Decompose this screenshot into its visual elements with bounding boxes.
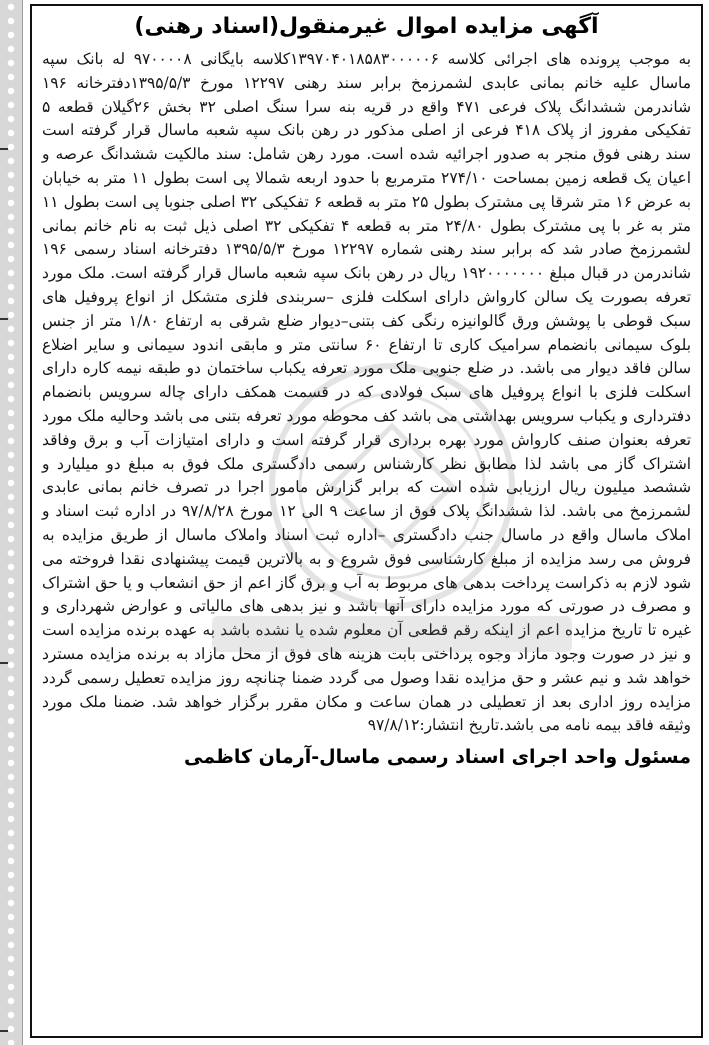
margin-tick bbox=[0, 1030, 8, 1032]
perforated-margin-strip bbox=[0, 0, 23, 1045]
margin-tick bbox=[0, 318, 8, 320]
notice-frame bbox=[30, 4, 703, 1038]
notice-signature: مسئول واحد اجرای اسناد رسمی ماسال-آرمان کاظمی bbox=[184, 746, 691, 769]
margin-tick bbox=[0, 662, 8, 664]
notice-paragraph: به موجب پرونده های اجرائی کلاسه ۱۳۹۷۰۴۰۱۸۵۸۳۰۰۰۰۰۶کلاسه بایگانی ۹۷۰۰۰۰۸ له بانک سپه ماسال علیه خانم بمانی عابدی لشمرزمخ برابر سند رهنی ۱۲۲۹۷ مورخ ۱۳۹۵/۵/۳دفترخانه ۱۹۶ شاندرمن ششدانگ پلاک فرعی ۴۷۱ واقع در قریه بنه سرا سنگ اصلی ۳۲ بخش ۲۶گیلان قطعه ۵ تفکیکی مفروز از پلاک ۴۱۸ فرعی از اصلی مذکور در رهن بانک سپه شعبه ماسال قرار گرفته است سند رهنی فوق منجر به صدور اجرائیه شده است. مورد رهن شامل: سند مالکیت ششدانگ عرصه و اعیان یک قطعه زمین بمساحت ۲۷۴/۱۰ مترمربع با حدود اربعه شمالا پی است بطول ۱۱ متر به خیابان به عرض ۱۶ متر شرقا پی مشترک بطول ۲۵ متر به قطعه ۶ تفکیکی ۳۲ اصلی جنوبا پی است بطول ۱۱ متر به غر با پی مشترک بطول ۲۴/۸۰ متر به قطعه ۴ تفکیکی ۳۲ اصلی ذیل ثبت به نام خانم بمانی لشمرزمخ صادر شد که برابر سند رهنی شماره ۱۲۲۹۷ مورخ ۱۳۹۵/۵/۳ دفترخانه اسناد رسمی ۱۹۶ شاندرمن در قبال مبلغ ۱۹۲۰۰۰۰۰۰۰ ریال در رهن بانک سپه شعبه ماسال قرار گرفته است. ملک مورد تعرفه بصورت یک سالن کارواش دارای اسکلت فلزی –سربندی فلزی متشکل از انواع پروفیل های سبک قوطی با پوشش ورق گالوانیزه رنگی کف بتنی–دیوار ضلع شرقی به ارتفاع ۱/۸۰ متر از جنس بلوک سیمانی بانضمام سرامیک کاری تا ارتفاع ۶۰ سانتی متر و مابقی اندود سیمانی و سایر اضلاع سالن فاقد دیوار می باشد. در ضلع جنوبی ملک مورد تعرفه یکباب ساختمان دو طبقه نیمه کاره دارای اسکلت فلزی با انواع پروفیل های سبک فولادی که در قسمت همکف دارای چاله سرویس بانضمام دفترداری و یکباب سرویس بهداشتی می باشد کف محوطه مورد تعرفه بتنی می باشد وحالیه ملک مورد تعرفه بعنوان صنف کارواش مورد بهره برداری قرار گرفته است و دارای امتیازات آب و برق وفاقد اشتراک گاز می باشد لذا مطابق نظر کارشناس رسمی دادگستری ملک فوق به مبلغ دو میلیارد و ششصد میلیون ریال ارزیابی شده است که برابر گزارش مامور اجرا در تصرف خانم بمانی عابدی لشمرزمخ می باشد. لذا ششدانگ پلاک فوق از ساعت ۹ الی ۱۲ مورخ ۹۷/۸/۲۸ در اداره ثبت اسناد و املاک ماسال واقع در ماسال جنب دادگستری –اداره ثبت اسناد واملاک ماسال از طریق مزایده به فروش می رسد مزایده از مبلغ کارشناسی فوق شروع و به بالاترین قیمت پیشنهادی نقدا فروخته می شود لازم به ذکراست پرداخت بدهی های مربوط به آب و برق گاز اعم از حق انشعاب و یا حق اشتراک و مصرف در صورتی که مورد مزایده دارای آنها باشد و نیز بدهی های مالیاتی و عوارض شهرداری و غیره تا تاریخ مزایده اعم از اینکه رقم قطعی آن معلوم شده یا نشده باشد به عهده برنده مزایده است و نیز در صورت وجود مازاد وجوه پرداختی بابت هزینه های فوق از محل مازاد به برنده مزایده مسترد خواهد شد و نیم عشر و حق مزایده نقدا وصول می گردد ضمنا چنانچه روز مزایده تعطیل رسمی گردد مزایده روز اداری بعد از تعطیلی در همان ساعت و مکان مقرر برگزار خواهد شد. ضمنا ملک مورد وثیقه فاقد بیمه نامه می باشد.تاریخ انتشار:۹۷/۸/۱۲ bbox=[42, 50, 692, 735]
notice-body bbox=[42, 48, 691, 738]
notice-title: آگهی مزایده اموال غیرمنقول(اسناد رهنی) bbox=[134, 14, 599, 39]
margin-tick bbox=[0, 148, 8, 150]
